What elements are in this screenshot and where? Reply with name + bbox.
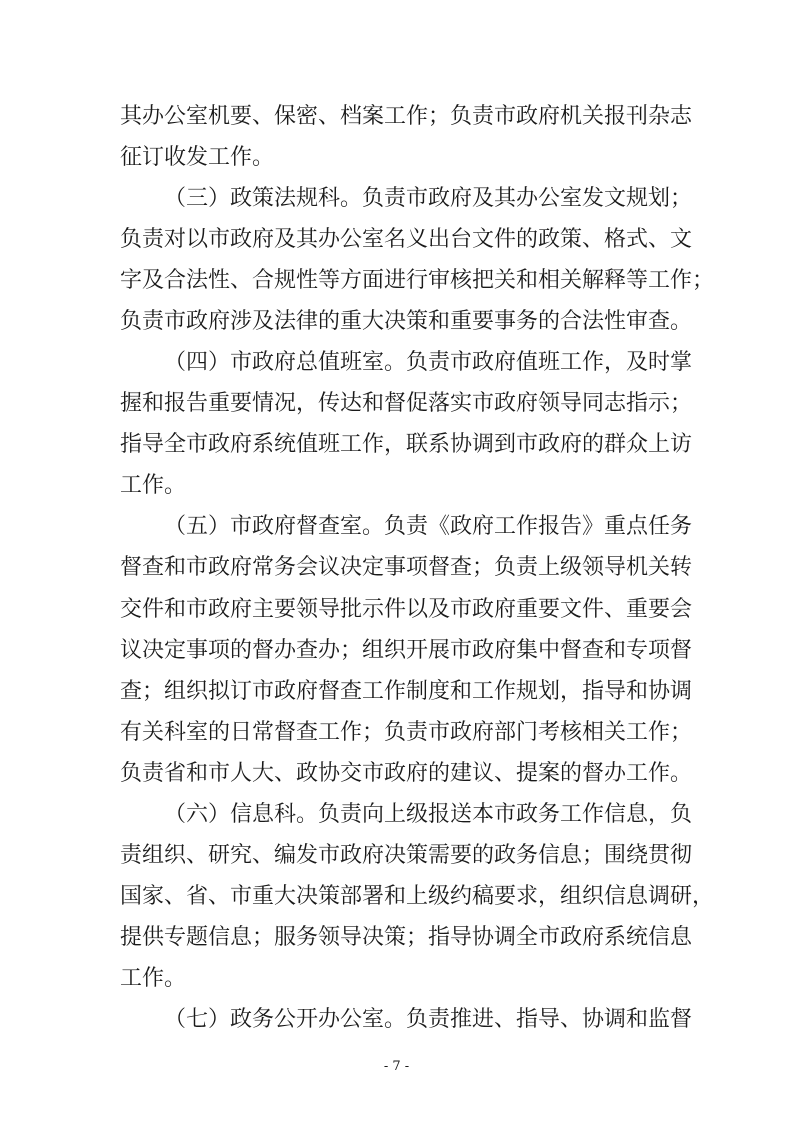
text-line-13: 交件和市政府主要领导批示件以及市政府重要文件、重要会 [120, 596, 693, 622]
text-line-14: 议决定事项的督办查办；组织开展市政府集中督查和专项督 [120, 637, 693, 663]
text-line-17: 负责省和市人大、政协交市政府的建议、提案的督办工作。 [120, 760, 693, 786]
text-line-3: （三）政策法规科。负责市政府及其办公室发文规划； [164, 186, 693, 212]
text-line-11: （五）市政府督查室。负责《政府工作报告》重点任务 [164, 514, 693, 540]
page-number: - 7 - [383, 1059, 410, 1074]
text-line-22: 工作。 [120, 965, 187, 991]
text-line-15: 查；组织拟订市政府督查工作制度和工作规划，指导和协调 [120, 678, 693, 704]
text-line-16: 有关科室的日常督查工作；负责市政府部门考核相关工作； [120, 719, 693, 745]
text-line-23: （七）政务公开办公室。负责推进、指导、协调和监督 [164, 1006, 693, 1032]
text-line-12: 督查和市政府常务会议决定事项督查；负责上级领导机关转 [120, 555, 693, 581]
text-line-6: 负责市政府涉及法律的重大决策和重要事务的合法性审查。 [120, 309, 693, 335]
text-line-5: 字及合法性、合规性等方面进行审核把关和相关解释等工作； [120, 268, 715, 294]
text-line-2: 征订收发工作。 [120, 145, 275, 171]
text-line-20: 国家、省、市重大决策部署和上级约稿要求，组织信息调研， [120, 883, 715, 909]
text-line-9: 指导全市政府系统值班工作，联系协调到市政府的群众上访 [120, 432, 693, 458]
text-line-10: 工作。 [120, 473, 187, 499]
text-line-7: （四）市政府总值班室。负责市政府值班工作，及时掌 [164, 350, 693, 376]
text-line-19: 责组织、研究、编发市政府决策需要的政务信息；围绕贯彻 [120, 842, 693, 868]
text-line-18: （六）信息科。负责向上级报送本市政务工作信息，负 [164, 801, 693, 827]
text-line-8: 握和报告重要情况，传达和督促落实市政府领导同志指示； [120, 391, 693, 417]
text-line-1: 其办公室机要、保密、档案工作；负责市政府机关报刊杂志 [120, 104, 693, 129]
text-line-4: 负责对以市政府及其办公室名义出台文件的政策、格式、文 [120, 227, 693, 253]
text-line-21: 提供专题信息；服务领导决策；指导协调全市政府系统信息 [120, 924, 693, 950]
